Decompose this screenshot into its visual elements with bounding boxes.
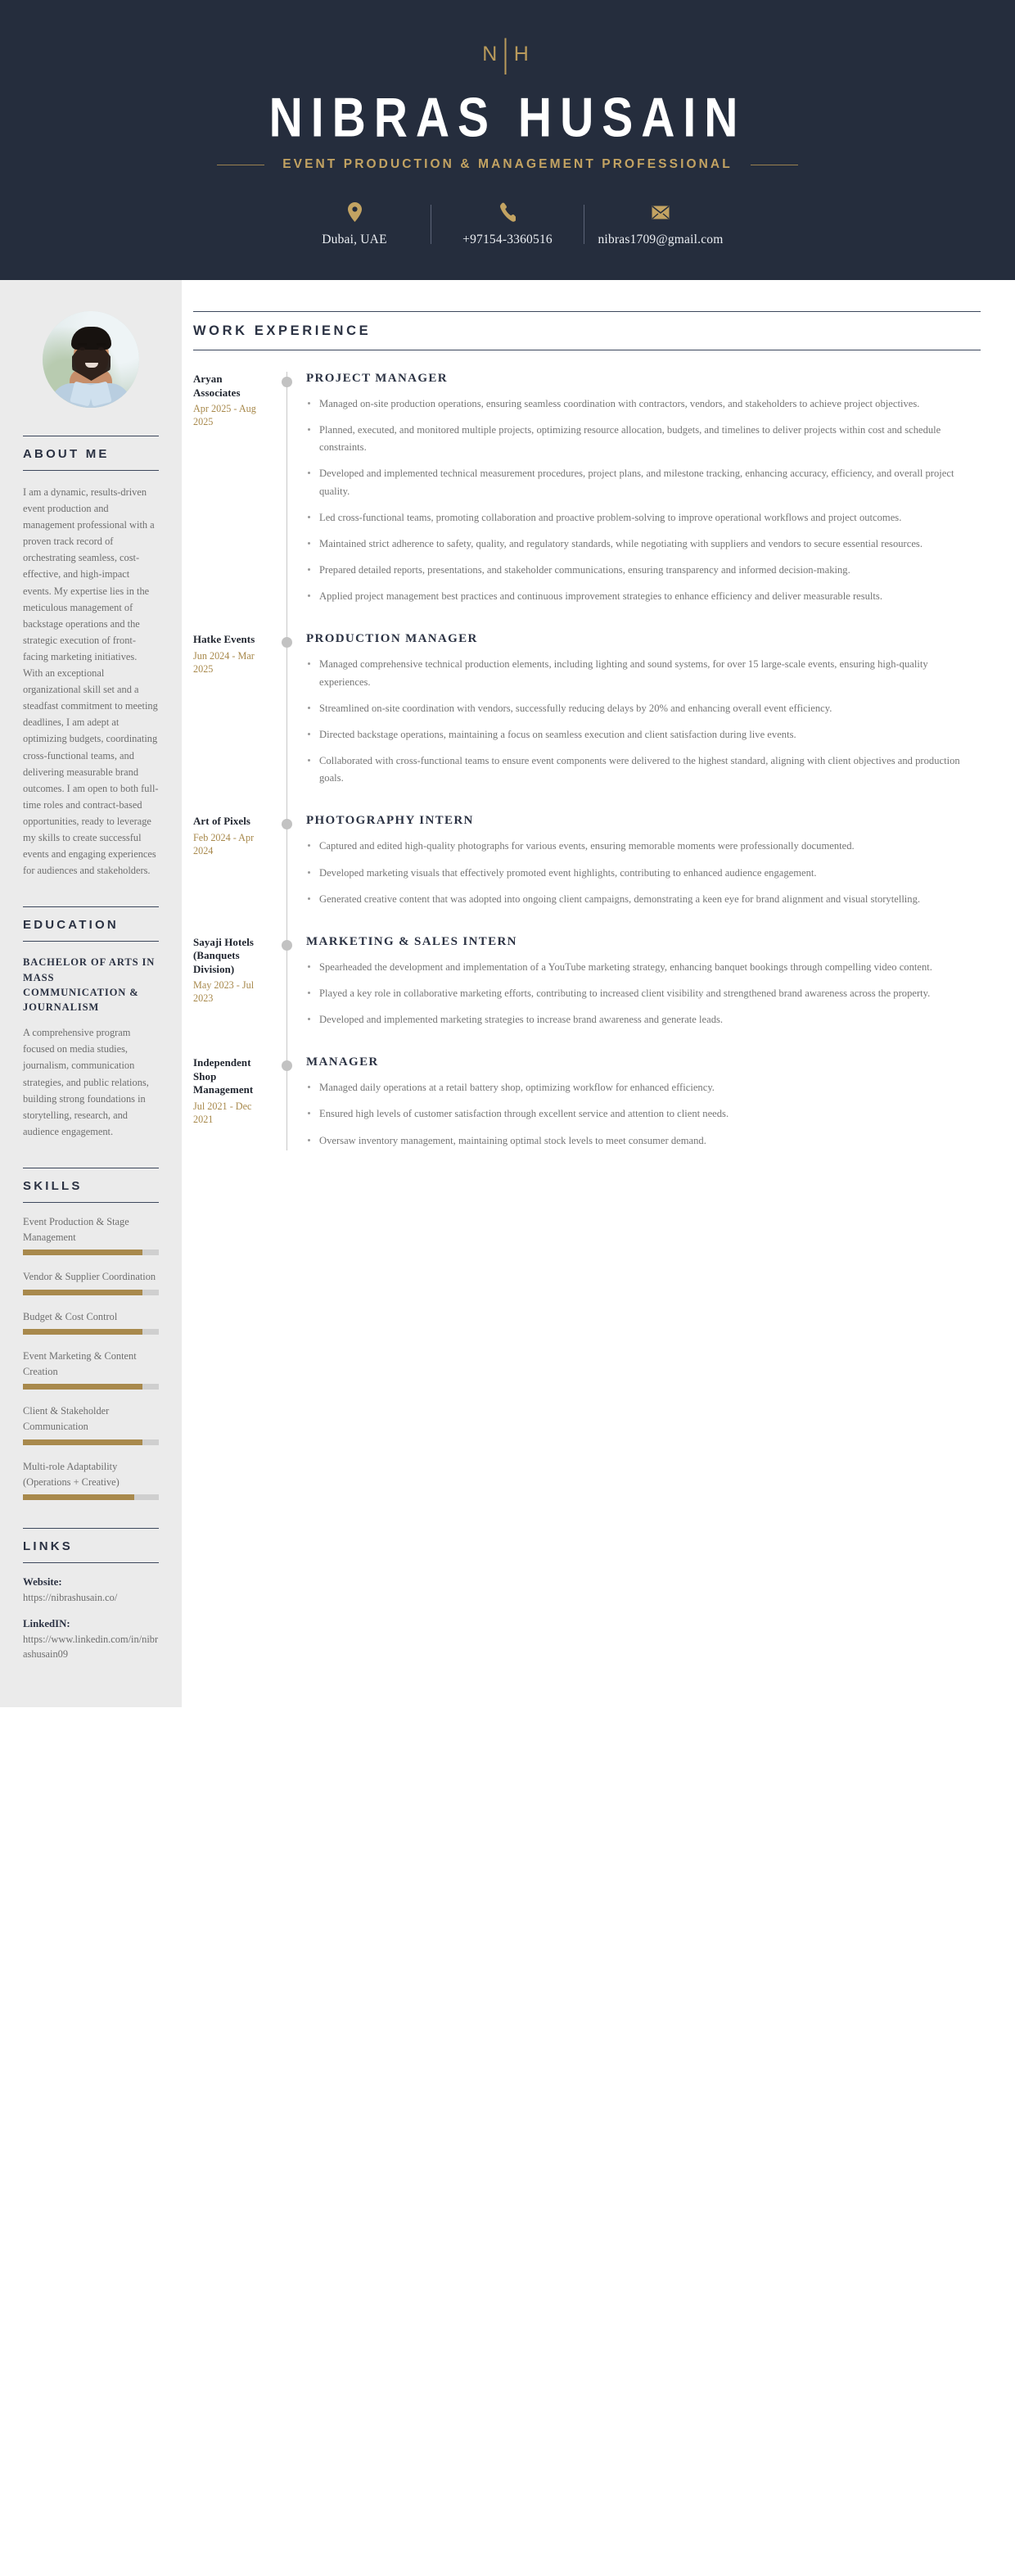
job-bullet-list [306,838,981,907]
education-degree: BACHELOR OF ARTS IN MASS COMMUNICATION & JOURNALISM [23,956,156,1013]
about-heading: ABOUT ME [23,447,110,461]
skill-label: Event Marketing & Content Creation [23,1349,137,1377]
job-entry [193,1055,981,1158]
job-bullet: Spearheaded the development and implementation of a YouTube marketing strategy, enhancing banquet bookings through compelling video content. [306,959,981,976]
section-skills [0,1168,182,1500]
job-bullet-list [306,959,981,1028]
timeline-dot-icon [282,940,292,951]
job-bullet: Developed and implemented marketing strategies to increase brand awareness and generate leads. [306,1011,981,1028]
job-bullet: Generated creative content that was adopted into ongoing client campaigns, demonstrating a keen eye for brand alignment and visual storytelling. [306,891,981,908]
skill-item [23,1403,159,1444]
job-dates: Apr 2025 - Aug 2025 [193,403,256,427]
job-company: Hatke Events [193,634,255,646]
job-dates: Jun 2024 - Mar 2025 [193,649,255,675]
job-bullet: Played a key role in collaborative marketing efforts, contributing to increased client visibility and strengthened brand awareness across the property. [306,985,981,1002]
job-title: PHOTOGRAPHY INTERN [306,814,474,828]
skill-label: Budget & Cost Control [23,1310,118,1322]
timeline-rail [278,372,296,632]
contact-location[interactable] [278,201,431,247]
skills-heading: SKILLS [23,1178,83,1193]
job-meta [193,814,278,934]
skill-bar-fill [23,1439,142,1445]
link-item[interactable] [23,1618,159,1662]
job-details [296,632,981,814]
professional-tagline: EVENT PRODUCTION & MANAGEMENT PROFESSIONAL [282,157,733,171]
section-links [0,1528,182,1662]
skill-bar-track [23,1329,159,1335]
links-heading: LINKS [23,1539,73,1554]
job-dates: Jul 2021 - Dec 2021 [193,1100,252,1125]
subtitle-row [0,157,1015,172]
monogram-initial-left: N [482,43,502,66]
contact-phone[interactable] [431,201,584,247]
timeline-dot-icon [282,1060,292,1071]
skill-bar-fill [23,1494,134,1500]
job-entry [193,935,981,1055]
skill-label: Vendor & Supplier Coordination [23,1271,156,1283]
contact-row [0,201,1015,247]
job-details [296,372,981,632]
job-title: MARKETING & SALES INTERN [306,934,517,948]
skill-bar-fill [23,1250,142,1255]
job-meta [193,1055,278,1158]
skill-bar-track [23,1439,159,1445]
job-bullet-list [306,1079,981,1149]
email-text: nibras1709@gmail.com [598,233,724,246]
jobs-list [193,372,981,1159]
job-title: MANAGER [306,1055,379,1069]
skill-bar-track [23,1494,159,1500]
links-list [23,1563,159,1662]
job-details [296,935,981,1055]
job-company: Aryan Associates [193,373,241,399]
monogram-initial-right: H [513,43,533,66]
skill-item [23,1214,159,1255]
job-entry [193,372,981,632]
monogram [0,31,1015,76]
monogram-separator: | [503,31,512,76]
timeline-dot-icon [282,377,292,387]
timeline-dot-icon [282,637,292,648]
job-bullet: Directed backstage operations, maintaining a focus on seamless execution and client satisfaction during live events. [306,726,981,743]
job-meta [193,632,278,814]
timeline-rail [278,1055,296,1158]
skill-item [23,1459,159,1500]
skill-bar-track [23,1290,159,1295]
skill-bar-track [23,1250,159,1255]
job-details [296,814,981,934]
link-url[interactable]: https://nibrashusain.co/ [23,1592,118,1604]
job-company: Sayaji Hotels (Banquets Division) [193,936,254,975]
phone-icon [436,201,579,223]
job-dates: May 2023 - Jul 2023 [193,979,255,1005]
work-experience-heading: WORK EXPERIENCE [193,323,372,338]
skill-bar-fill [23,1290,142,1295]
job-meta [193,935,278,1055]
main-column [182,280,1015,1707]
section-about-me [0,436,182,879]
job-bullet: Managed comprehensive technical production elements, including lighting and sound systems, for over 15 large-scale events, ensuring high-quality experiences. [306,656,981,690]
envelope-icon [589,201,732,223]
job-bullet-list [306,395,981,605]
job-bullet: Streamlined on-site coordination with vendors, successfully reducing delays by 20% and enhancing overall event efficiency. [306,700,981,717]
skill-item [23,1309,159,1335]
job-entry [193,814,981,934]
link-item[interactable] [23,1576,159,1606]
timeline-rail [278,814,296,934]
skill-bar-fill [23,1384,142,1390]
job-bullet: Collaborated with cross-functional teams to ensure event components were delivered to the highest standard, aligning with client objectives and production goals. [306,752,981,787]
skill-bar-fill [23,1329,142,1335]
skills-list [23,1203,159,1500]
job-bullet: Developed and implemented technical measurement procedures, project plans, and milestone tracking, enhancing accuracy, efficiency, and overall project quality. [306,465,981,499]
phone-text: +97154-3360516 [462,233,553,246]
job-bullet: Prepared detailed reports, presentations, and stakeholder communications, ensuring transparency and informed decision-making. [306,562,981,579]
job-company: Art of Pixels [193,816,251,828]
education-heading: EDUCATION [23,918,119,933]
job-bullet: Managed daily operations at a retail battery shop, optimizing workflow for enhanced efficiency. [306,1079,981,1096]
section-education [0,906,182,1140]
education-description: A comprehensive program focused on media studies, journalism, communication strategies, and public relations, building strong foundations in storytelling, research, and audience engagement. [23,1027,149,1137]
skill-item [23,1349,159,1390]
job-bullet: Captured and edited high-quality photographs for various events, ensuring memorable moments were professionally documented. [306,838,981,855]
timeline-line [286,814,287,934]
job-bullet: Oversaw inventory management, maintaining optimal stock levels to meet consumer demand. [306,1132,981,1150]
page-title: NIBRAS HUSAIN [268,87,747,149]
link-label: LinkedIN: [23,1617,70,1629]
job-details [296,1055,981,1158]
job-title: PROJECT MANAGER [306,372,448,385]
resume-header [0,0,1015,280]
skill-bar-track [23,1384,159,1390]
work-experience-section [193,280,981,1159]
job-meta [193,372,278,632]
contact-email[interactable] [584,201,737,247]
avatar [43,311,139,408]
timeline-rail [278,632,296,814]
job-bullet: Applied project management best practices and continuous improvement strategies to enhance efficiency and deliver measurable results. [306,588,981,605]
timeline-line [286,935,287,1055]
skill-item [23,1269,159,1295]
job-title: PRODUCTION MANAGER [306,632,478,646]
job-bullet: Ensured high levels of customer satisfaction through excellent service and attention to client needs. [306,1105,981,1123]
skill-label: Multi-role Adaptability (Operations + Creative) [23,1460,120,1488]
job-bullet: Planned, executed, and monitored multiple projects, optimizing resource allocation, budgets, and timelines to deliver projects within cost and schedule constraints. [306,422,981,456]
job-bullet-list [306,656,981,787]
resume-body [0,280,1015,1707]
job-bullet: Maintained strict adherence to safety, quality, and regulatory standards, while negotiating with suppliers and vendors to secure essential resources. [306,536,981,553]
timeline-dot-icon [282,819,292,829]
job-bullet: Managed on-site production operations, ensuring seamless coordination with contractors, vendors, and stakeholders to achieve project objectives. [306,395,981,413]
job-bullet: Led cross-functional teams, promoting collaboration and proactive problem-solving to improve operational workflows and project outcomes. [306,509,981,526]
avatar-wrap [0,280,182,408]
location-pin-icon [283,201,426,223]
timeline-rail [278,935,296,1055]
about-text: I am a dynamic, results-driven event production and management professional with a proven track record of orchestrating seamless, cost-effective, and high-impact events. My expertise lies in the meticulous management of backstage operations and the strategic execution of front-facing marketing initiatives. With an exceptional organizational skill set and a steadfast commitment to meeting deadlines, I am adept at optimizing budgets, coordinating cross-functional teams, and delivering measurable brand outcomes. I am open to both full-time roles and contract-based opportunities, ready to leverage my skills to create successful events and engaging experiences for audiences and stakeholders. [23,486,159,877]
timeline-line [286,632,287,814]
job-dates: Feb 2024 - Apr 2024 [193,831,255,856]
skill-label: Event Production & Stage Management [23,1215,129,1244]
skill-label: Client & Stakeholder Communication [23,1405,110,1433]
job-bullet: Developed marketing visuals that effectively promoted event highlights, contributing to enhanced audience engagement. [306,865,981,882]
sidebar [0,280,182,1707]
link-url[interactable]: https://www.linkedin.com/in/nibrashusain09 [23,1633,159,1661]
timeline-line [286,372,287,632]
location-text: Dubai, UAE [322,233,387,246]
job-company: Independent Shop Management [193,1057,254,1096]
job-entry [193,632,981,814]
link-label: Website: [23,1576,62,1589]
